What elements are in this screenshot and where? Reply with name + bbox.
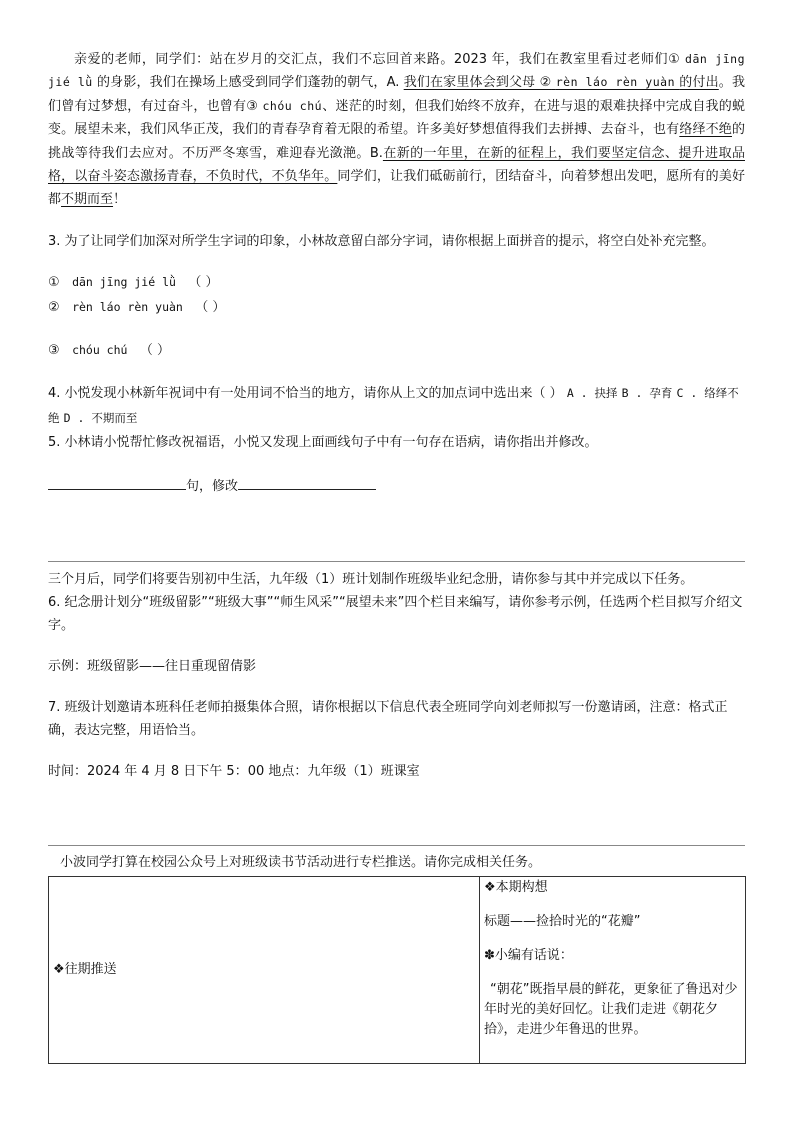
section-divider-1 [48, 561, 745, 562]
passage-text: 、迷茫的时刻，但我们始终不放弃，在进与退的艰难 [322, 98, 627, 114]
pinyin-3: chóu chú [262, 98, 323, 113]
column-push-table [48, 876, 746, 1064]
passage-text: 着无限的希望。许多美好梦想值得我们去拼搏、去奋斗，也有 [324, 122, 680, 138]
passage-text: 。我们曾有过梦想，有过奋斗，也曾有③ [48, 75, 745, 114]
editor-text: “朝花”既指早晨的鲜花，更象征了鲁迅对少年时光的美好回忆。让我们走进《朝花夕拾》，走进少年鲁迅的世界。 [484, 981, 738, 1037]
revision-blank[interactable] [238, 475, 376, 490]
current-plan-cell [480, 876, 746, 1063]
section2-intro: 三个月后，同学们将要告别初中生活，九年级（1）班计划制作班级毕业纪念册，请你参与其中并完成以下任务。 [48, 571, 694, 587]
option-a[interactable]: A . 抉择 [566, 385, 618, 400]
section-divider-2 [48, 845, 745, 846]
passage-text: 同学们，让我们砥砺前行，团结奋斗，向着梦想出发吧，愿所有的美好都 [48, 169, 745, 208]
q3-item-2: ② rèn láo rèn yuàn （ ） [48, 299, 226, 315]
dotted-word-jueze: 抉择 [626, 98, 653, 114]
question-7: 7. 班级计划邀请本班科任老师拍摄集体合照，请你根据以下信息代表全班同学向刘老师拟写一份邀请函，注意：格式正确，表达完整，用语恰当。 [48, 699, 728, 738]
passage-text: 亲爱的老师，同学们：站在岁月的交汇点，我们不忘回首来路。2023 年，我们在教室里看过老师们① [74, 52, 681, 67]
past-push-label: ❖往期推送 [53, 961, 117, 977]
passage-text: 中完成自我的蜕变。展望未来，我们风华正茂，我们的青春 [48, 98, 745, 138]
past-push-cell[interactable] [49, 876, 480, 1063]
new-year-speech-passage [48, 48, 745, 212]
option-b[interactable]: B . 孕育 [621, 385, 673, 400]
answer-blank-1[interactable]: （ ） [188, 274, 219, 290]
q3-item-3: ③ chóu chú （ ） [48, 342, 170, 358]
answer-blank-2[interactable]: （ ） [195, 299, 226, 315]
push-title: 标题——捡拾时光的“花瓣” [484, 913, 641, 929]
question-5: 5. 小林请小悦帮忙修改祝福语，小悦又发现上面画线句子中有一句存在语病，请你指出并修改。 [48, 434, 598, 450]
answer-blank-3[interactable]: （ ） [139, 342, 170, 358]
worksheet-page [48, 48, 745, 1064]
pinyin-1: dān jīng jié lǜ [48, 52, 745, 90]
passage-text: 的身影，我们在操场上感受到同学们蓬勃的朝气，A. [92, 75, 400, 91]
underlined-sentence-b: 在新的一年里，在新的征程上，我们要坚定信念、提升进取品格，以奋斗姿态激扬青春，不负时代，不负华年。 [48, 145, 745, 185]
passage-text: ！ [113, 192, 127, 208]
q5-answer-line: 句，修改 [48, 475, 745, 499]
q3-items [48, 270, 745, 363]
dotted-word-luoyi: 络绎不绝 [679, 122, 732, 138]
question-4: 4. 小悦发现小林新年祝词中有一处用词不恰当的地方，请你从上文的加点词中选出来（ ） A . 抉择 B . 孕育 C . 络绎不绝 D . 不期而至 [48, 385, 739, 425]
option-c[interactable]: C . 络绎不绝 [48, 385, 739, 425]
question-6: 6. 纪念册计划分“班级留影”“班级大事”“师生风采”“展望未来”四个栏目来编写，请你参考示例，任选两个栏目拟写介绍文字。 [48, 594, 743, 633]
passage-text: 的挑战等待我们去应对。不历严冬寒雪，难迎春光潋滟。B. [48, 122, 745, 161]
sentence-blank[interactable] [48, 475, 186, 490]
underlined-sentence-a: 我们在家里体会到父母 ② rèn láo rèn yuàn 的付出 [403, 75, 719, 91]
dotted-word-yunyu: 孕育 [297, 122, 325, 138]
editor-label: ✽小编有话说： [484, 947, 573, 963]
example-text: 示例：班级留影——往日重现留倩影 [48, 658, 257, 674]
time-place-info: 时间：2024 年 4 月 8 日下午 5：00 地点：九年级（1）班课室 [48, 763, 420, 779]
question-3: 3. 为了让同学们加深对所学生字词的印象，小林故意留白部分字词，请你根据上面拼音的提示，将空白处补充完整。 [48, 233, 715, 249]
section3-intro: 小波同学打算在校园公众号上对班级读书节活动进行专栏推送。请你完成相关任务。 [60, 854, 542, 870]
dotted-word-buqi: 不期而至 [61, 192, 114, 208]
current-plan-heading: ❖本期构想 [484, 879, 548, 895]
option-d[interactable]: D . 不期而至 [63, 410, 138, 425]
pinyin-2: rèn láo rèn yuàn [555, 75, 675, 90]
q3-item-1: ① dān jīng jié lǜ （ ） [48, 274, 219, 290]
